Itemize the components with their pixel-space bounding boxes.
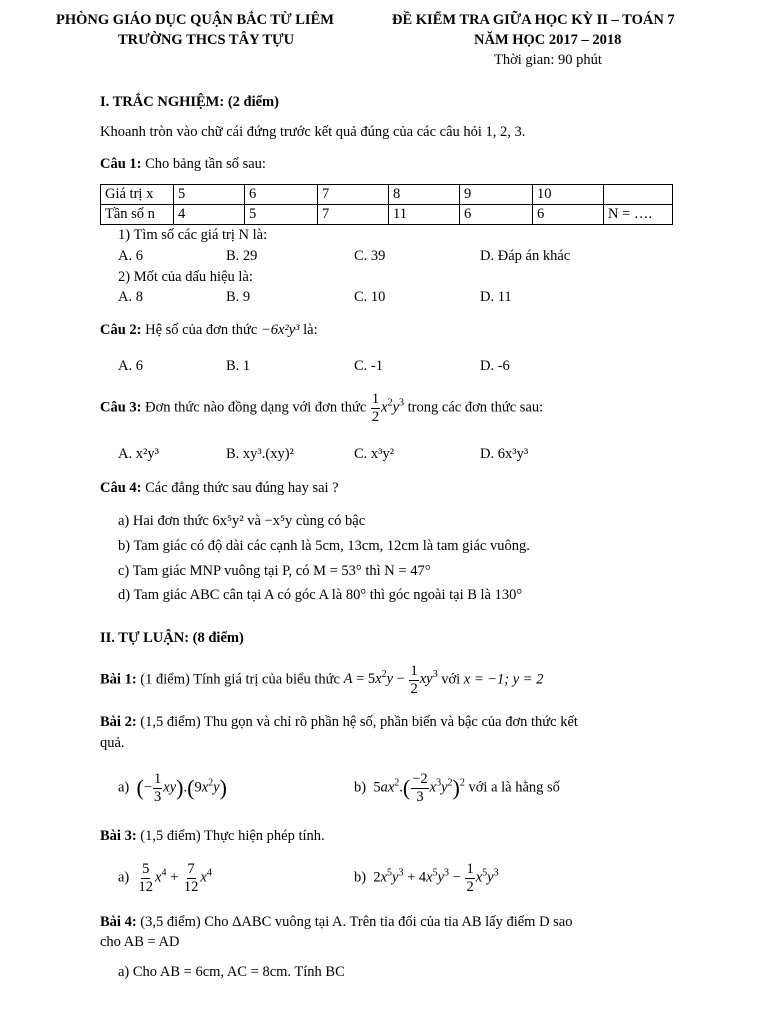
q2-text: Hệ số của đơn thức [141,322,261,338]
q2-monomial: −6x²y³ [260,322,300,338]
table-cell: Giá trị x [101,185,174,205]
table-cell: Tần số n [101,205,174,225]
q2-option-b: B. 1 [226,358,251,374]
b1-expression: $A = 5x^2y$ − $\frac{1}{2}$ $xy^3$ [343,663,438,697]
b2-part-b: b) $5ax^2$.( $\frac{-2}{3}$ $x^3y^2)^2$ với a là hằng số [354,771,560,805]
b2-text: (1,5 điểm) Thu gọn và chỉ rõ phần hệ số, phần biến và bậc của đơn thức kết [136,714,578,730]
b3-text: (1,5 điểm) Thực hiện phép tính. [136,828,325,844]
part2-title: II. TỰ LUẬN: (8 điểm) [100,630,244,646]
q1-text: Cho bảng tần số sau: [141,156,266,172]
part1-intro: Khoanh tròn vào chữ cái đứng trước kết quả đúng của các câu hỏi 1, 2, 3. [100,124,526,140]
b3-part-a: a) $\frac{5}{12}$ $x^4$ + $\frac{7}{12}$ $x^4$ [118,861,212,895]
b2-label: Bài 2: [100,714,137,730]
q4-statement-c: c) Tam giác MNP vuông tại P, có M = 53° thì N = 47° [118,563,431,579]
table-cell: 5 [174,185,245,205]
b3-label: Bài 3: [100,828,137,844]
table-cell: 4 [174,205,245,225]
b3-part-b: b) $2x^5y^3 + 4x^5y^3$ − $\frac{1}{2}$ $x^5y^3$ [354,861,499,895]
b3-heading [100,828,325,845]
b4-part-a: a) Cho AB = 6cm, AC = 8cm. Tính BC [118,964,345,980]
q3-option-a: A. x²y³ [118,446,159,462]
q4-statement-d: d) Tam giác ABC cân tại A có góc A là 80° thì góc ngoài tại B là 130° [118,587,523,603]
b2-heading [100,714,578,731]
b4-text-line2: cho AB = AD [100,934,180,950]
q3-tail: trong các đơn thức sau: [404,399,544,416]
b4-heading [100,914,573,931]
table-cell: N = …. [604,205,673,225]
table-row [101,205,673,225]
q3-option-b: B. xy³.(xy)² [226,446,294,462]
table-cell: 10 [533,185,604,205]
q4-label: Câu 4: [100,480,142,496]
table-cell [604,185,673,205]
q2-tail: là: [299,322,318,338]
q2-option-c: C. -1 [354,358,383,374]
q4-text: Các đẳng thức sau đúng hay sai ? [141,480,339,496]
table-cell: 6 [460,205,533,225]
q3-text: Đơn thức nào đồng dạng với đơn thức [141,399,370,416]
dept-name: PHÒNG GIÁO DỤC QUẬN BẮC TỪ LIÊM [56,12,334,28]
fraction: $\frac{1}{2}$ [371,391,380,425]
q3-label: Câu 3: [100,399,142,416]
q1-1-text: 1) Tìm số các giá trị N là: [118,227,268,243]
b1-tail: với [437,671,464,688]
q1-2-option-c: C. 10 [354,289,386,305]
part1-title: I. TRẮC NGHIỆM: (2 điểm) [100,94,279,110]
table-cell: 9 [460,185,533,205]
b2-part-a: a) (− $\frac{1}{3}$ $xy).(9x^2y)$ [118,771,227,805]
frequency-table [100,184,673,225]
school-year: NĂM HỌC 2017 – 2018 [474,32,622,48]
school-name: TRƯỜNG THCS TÂY TỰU [118,32,295,48]
q3-option-d: D. 6x³y³ [480,446,529,462]
b2-text-line2: quả. [100,735,125,751]
q1-2-option-d: D. 11 [480,289,512,305]
q3-option-c: C. x³y² [354,446,395,462]
b4-text: (3,5 điểm) Cho ΔABC vuông tại A. Trên tia đối của tia AB lấy điểm D sao [136,914,573,930]
time-limit: Thời gian: 90 phút [494,52,602,68]
q3-heading: Câu 3: Đơn thức nào đồng dạng với đơn thức $\frac{1}{2}$ $x^2y^3$ trong các đơn thức sau: [100,391,544,425]
q2-option-a: A. 6 [118,358,143,374]
b4-label: Bài 4: [100,914,137,930]
q1-2-text: 2) Mốt của dấu hiệu là: [118,269,253,285]
q1-1-option-d: D. Đáp án khác [480,248,571,264]
b2-b-tail: với a là hằng số [464,779,560,796]
q1-1-option-b: B. 29 [226,248,258,264]
q1-2-option-a: A. 8 [118,289,143,305]
q2-heading [100,322,318,339]
q1-1-option-c: C. 39 [354,248,386,264]
q1-2-option-b: B. 9 [226,289,251,305]
table-cell: 6 [245,185,318,205]
b1-condition: x = −1; y = 2 [463,671,544,688]
q1-label: Câu 1: [100,156,142,172]
exam-title: ĐỀ KIỂM TRA GIỮA HỌC KỲ II – TOÁN 7 [392,12,675,28]
q1-heading [100,156,266,173]
table-cell: 7 [318,205,389,225]
table-cell: 8 [389,185,460,205]
q1-1-option-a: A. 6 [118,248,143,264]
table-cell: 7 [318,185,389,205]
b1-heading [100,664,543,696]
q2-label: Câu 2: [100,322,142,338]
table-cell: 11 [389,205,460,225]
b1-text: (1 điểm) Tính giá trị của biểu thức [136,671,344,688]
q4-statement-b: b) Tam giác có độ dài các cạnh là 5cm, 13cm, 12cm là tam giác vuông. [118,538,530,554]
q4-heading [100,480,339,497]
table-cell: 6 [533,205,604,225]
q2-option-d: D. -6 [480,358,510,374]
table-row [101,185,673,205]
q4-statement-a: a) Hai đơn thức 6x⁵y² và −x⁵y cùng có bậc [118,513,366,529]
b1-label: Bài 1: [100,671,137,688]
table-cell: 5 [245,205,318,225]
